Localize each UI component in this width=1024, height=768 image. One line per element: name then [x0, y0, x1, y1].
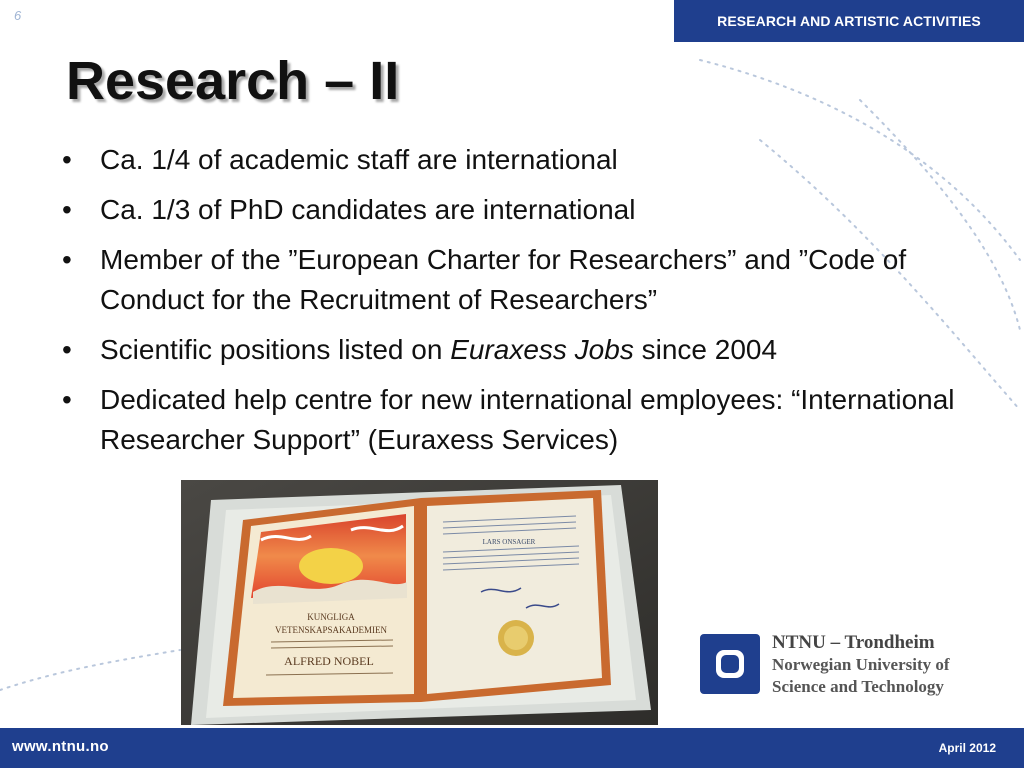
bullet-marker: •	[62, 144, 72, 175]
bullet-item	[60, 140, 960, 180]
bullet-marker: •	[62, 334, 72, 365]
logo-line-1: NTNU – Trondheim	[772, 632, 935, 653]
bullet-text-after: since 2004	[633, 334, 778, 365]
bullet-text: Dedicated help centre for new international employees: “International Researcher Support” (Euraxess Services)	[100, 384, 955, 455]
section-banner: RESEARCH AND ARTISTIC ACTIVITIES	[674, 0, 1024, 42]
footer-date: April 2012	[938, 741, 996, 755]
bullet-text: Member of the ”European Charter for Researchers” and ”Code of Conduct for the Recruitment of Researchers”	[100, 244, 907, 315]
slide-title: Research – II	[66, 51, 400, 111]
bullet-item	[60, 380, 960, 460]
bullet-item	[60, 190, 960, 230]
footer-bar	[0, 728, 1024, 768]
ntnu-logo	[700, 632, 1000, 702]
bullet-marker: •	[62, 194, 72, 225]
diploma-laureate-name: LARS ONSAGER	[482, 538, 536, 546]
bullet-text: Ca. 1/3 of PhD candidates are international	[100, 194, 636, 225]
ntnu-logo-mark	[700, 634, 760, 694]
nobel-diploma-photo	[181, 480, 658, 725]
bullet-item	[60, 330, 960, 370]
bullet-text: Ca. 1/4 of academic staff are international	[100, 144, 618, 175]
bullet-list	[60, 140, 960, 470]
bullet-item	[60, 240, 960, 320]
page-number: 6	[14, 8, 22, 23]
euraxess-jobs-emphasis: Euraxess Jobs	[450, 334, 634, 365]
bullet-text-before: Scientific positions listed on	[100, 334, 451, 365]
logo-line-3: Science and Technology	[772, 677, 944, 696]
diploma-line-1: KUNGLIGA	[307, 612, 355, 622]
bullet-marker: •	[62, 244, 72, 275]
bullet-marker: •	[62, 384, 72, 415]
footer-url[interactable]: www.ntnu.no	[12, 738, 109, 755]
logo-line-2: Norwegian University of	[772, 655, 950, 674]
diploma-line-3: ALFRED NOBEL	[284, 654, 374, 668]
diploma-line-2: VETENSKAPSAKADEMIEN	[275, 625, 387, 635]
